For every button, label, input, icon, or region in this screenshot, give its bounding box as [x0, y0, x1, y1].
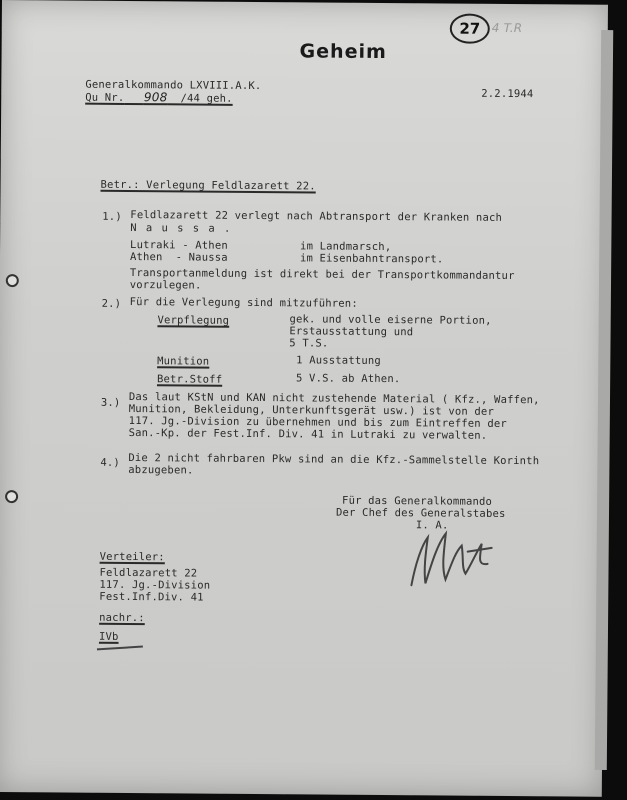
verpflegung-line-3: 5 T.S. [289, 337, 329, 350]
handwritten-signature [2, 0, 608, 5]
item-1-note-1: Transportanmeldung ist direkt bei der Transportkommandantur [129, 267, 515, 283]
distribution-entry: 117. Jg.-Division [99, 578, 211, 592]
signature-ia: I. A. [415, 519, 449, 532]
folio-number-stamp [450, 14, 490, 44]
item-1-line-1: Feldlazarett 22 verlegt nach Abtransport der Kranken nach [130, 209, 503, 224]
route-2-stretch: Athen - Naussa [129, 251, 228, 264]
item-1-destination: N a u s s a . [130, 222, 232, 235]
nachr-heading: nachr.: [99, 611, 145, 625]
verpflegung-line-1: gek. und volle eiserne Portion, [289, 313, 492, 327]
item-4-line-2: abzugeben. [128, 464, 194, 477]
signature-scribble-icon [405, 523, 506, 594]
item-3-line-2: Munition, Bekleidung, Unterkunftsgerät usw.) ist von der [128, 403, 495, 418]
ref-prefix: Qu Nr. [85, 91, 125, 104]
document-date: 2.2.1944 [481, 87, 534, 101]
item-1-number: 1.) [102, 210, 122, 223]
betrstoff-label: Betr.Stoff [156, 373, 223, 386]
ref-suffix: /44 geh. [180, 92, 233, 105]
punch-hole [5, 490, 18, 503]
reference-line [85, 91, 233, 105]
item-2-intro: Für die Verlegung sind mitzuführen: [129, 296, 358, 310]
distribution-entry: Feldlazarett 22 [99, 566, 198, 580]
sender: Generalkommando LXVIII.A.K. [85, 78, 262, 93]
munition-value: 1 Ausstattung [296, 354, 382, 367]
distribution-heading: Verteiler: [99, 550, 165, 564]
route-1-mode: im Landmarsch, [300, 240, 392, 254]
distribution-entry: Fest.Inf.Div. 41 [99, 590, 204, 604]
item-3-line-3: 117. Jg.-Division zu übernehmen und bis zum Eintreffen der [128, 415, 507, 430]
munition-label: Munition [157, 355, 210, 368]
verpflegung-label: Verpflegung [157, 314, 230, 327]
verpflegung-line-2: Erstausstattung und [289, 325, 414, 339]
item-1-note-2: vorzulegen. [129, 279, 202, 292]
faint-pencil-note: 4 T.R [491, 20, 523, 36]
nachr-entry: IVb [98, 630, 119, 643]
ref-number-handwritten: 908 [143, 90, 168, 105]
item-3-line-1: Das laut KStN und KAN nicht zustehende Material ( Kfz., Waffen, [128, 391, 540, 407]
route-1-stretch: Lutraki - Athen [130, 239, 228, 252]
item-2-number: 2.) [101, 297, 122, 310]
route-2-mode: im Eisenbahntransport. [299, 252, 444, 266]
subject-line: Betr.: Verlegung Feldlazarett 22. [100, 178, 316, 193]
betrstoff-value: 5 V.S. ab Athen. [295, 372, 401, 386]
item-3-line-4: San.-Kp. der Fest.Inf. Div. 41 in Lutraki zu verwalten. [128, 427, 488, 442]
item-3-number: 3.) [100, 396, 121, 409]
punch-hole [6, 274, 19, 287]
item-4-number: 4.) [100, 456, 120, 469]
handwritten-dash [97, 646, 143, 651]
signature-authority: Für das Generalkommando [342, 494, 493, 508]
item-4-line-1: Die 2 nicht fahrbaren Pkw sind an die Kfz.-Sammelstelle Korinth [128, 452, 540, 468]
signature-title: Der Chef des Generalstabes [335, 506, 506, 520]
folio-number: 27 [459, 19, 481, 38]
classification-title: Geheim [299, 40, 387, 64]
